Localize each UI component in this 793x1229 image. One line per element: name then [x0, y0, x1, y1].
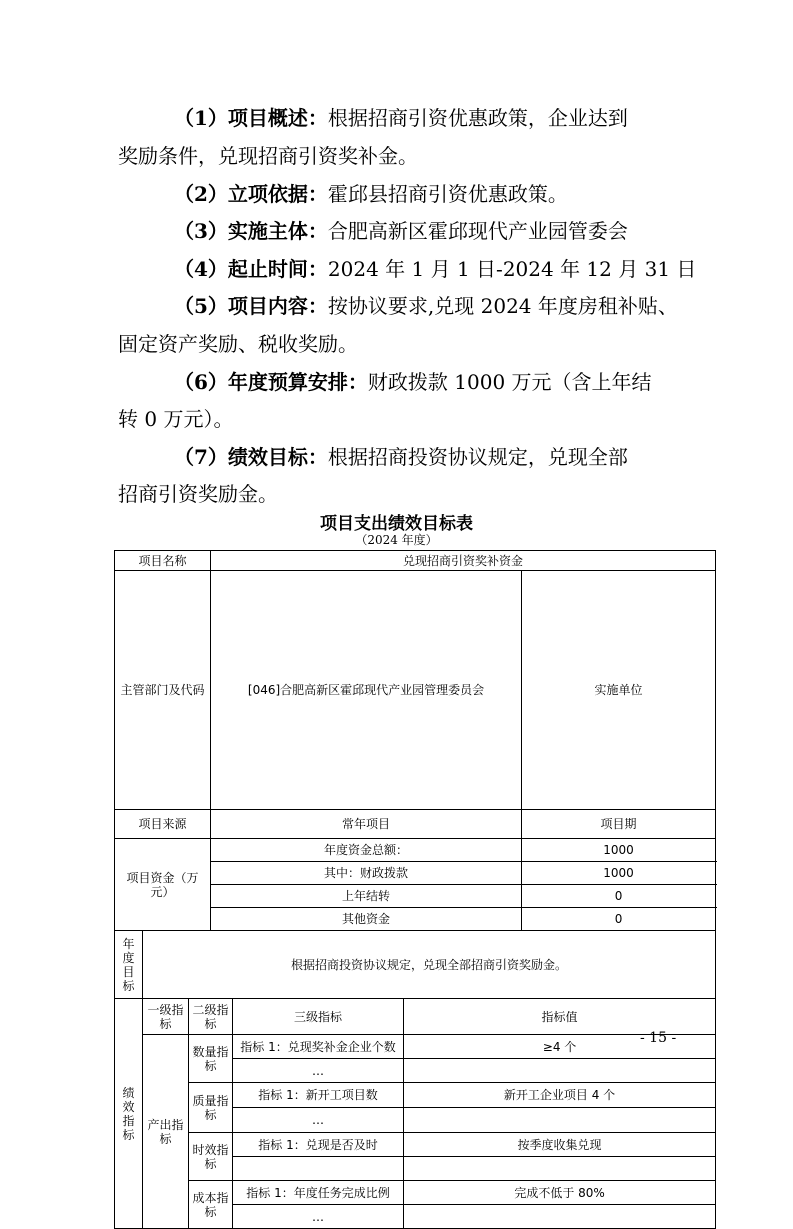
- paragraph-goal: [118, 447, 678, 467]
- level2-quality: 质量指标: [189, 1083, 233, 1133]
- table-title: 项目支出绩效目标表: [320, 514, 473, 534]
- indicator-quantity-2: …: [233, 1059, 404, 1083]
- indicator-quality-2: …: [233, 1108, 404, 1133]
- content-line-2: 固定资产奖励、税收奖励。: [118, 332, 358, 356]
- table-row: [115, 571, 716, 810]
- fund-carryover-value: 0: [522, 885, 716, 908]
- goal-label: （7）绩效目标：: [174, 445, 328, 469]
- fund-total-value: 1000: [522, 839, 716, 862]
- project-name-value: 兑现招商引资奖补资金: [211, 551, 716, 571]
- value-header: 指标值: [404, 999, 716, 1035]
- table-row: [115, 1181, 716, 1205]
- period-table-label: 项目期: [522, 810, 716, 839]
- project-name-label: 项目名称: [115, 551, 211, 571]
- value-cost-1: 完成不低于 80%: [404, 1181, 716, 1205]
- budget-line-1: 财政拨款 1000 万元（含上年结: [367, 370, 652, 394]
- annual-goal-label: 年度目标: [115, 931, 143, 999]
- paragraph-period: [118, 257, 697, 281]
- paragraph-budget: [118, 372, 678, 392]
- indicator-quantity-1: 指标 1：兑现奖补金企业个数: [233, 1035, 404, 1059]
- paragraph-content: [118, 296, 678, 316]
- level2-quantity: 数量指标: [189, 1035, 233, 1083]
- indicator-cost-1: 指标 1：年度任务完成比例: [233, 1181, 404, 1205]
- source-label: 项目来源: [115, 810, 211, 839]
- fund-carryover-label: 上年结转: [211, 885, 522, 908]
- funds-label: 项目资金（万元）: [115, 839, 211, 931]
- budget-line-2: 转 0 万元）。: [118, 407, 234, 431]
- table-row: [115, 1083, 716, 1108]
- table-row: [115, 839, 716, 862]
- level1-output: 产出指标: [143, 1035, 189, 1229]
- table-row: [115, 1035, 716, 1059]
- table-row: [115, 999, 716, 1035]
- basis-text: 霍邱县招商引资优惠政策。: [327, 182, 568, 206]
- indicator-timeliness-1: 指标 1：兑现是否及时: [233, 1133, 404, 1157]
- table-row: [115, 931, 716, 999]
- page-number: - 15 -: [640, 1030, 677, 1046]
- indicator-cost-2: …: [233, 1205, 404, 1229]
- value-cost-2: [404, 1205, 716, 1229]
- level2-timeliness: 时效指标: [189, 1133, 233, 1181]
- level3-header: 三级指标: [233, 999, 404, 1035]
- level2-header: 二级指标: [189, 999, 233, 1035]
- overview-label: （1）项目概述：: [174, 106, 328, 130]
- value-quantity-2: [404, 1059, 716, 1083]
- goal-line-1: 根据招商投资协议规定，兑现全部: [327, 445, 628, 469]
- value-quantity-1: ≥4 个: [404, 1035, 716, 1059]
- fund-other-value: 0: [522, 908, 716, 931]
- overview-line-1: 根据招商引资优惠政策，企业达到: [327, 106, 628, 130]
- period-label: （4）起止时间：: [174, 257, 328, 281]
- table-row: [115, 1133, 716, 1157]
- paragraph-overview: [118, 108, 678, 128]
- content-label: （5）项目内容：: [174, 294, 328, 318]
- value-quality-1: 新开工企业项目 4 个: [404, 1083, 716, 1108]
- annual-goal-text: 根据招商投资协议规定，兑现全部招商引资奖励金。: [143, 931, 716, 999]
- table-row: [115, 551, 716, 571]
- paragraph-implementer: [118, 221, 678, 241]
- implementer-label: （3）实施主体：: [174, 219, 328, 243]
- paragraph-basis: [118, 184, 678, 204]
- basis-label: （2）立项依据：: [174, 182, 328, 206]
- dept-value: [046]合肥高新区霍邱现代产业园管理委员会: [211, 571, 522, 810]
- performance-target-table: [114, 550, 716, 1229]
- value-timeliness-2: [404, 1157, 716, 1181]
- value-timeliness-1: 按季度收集兑现: [404, 1133, 716, 1157]
- value-quality-2: [404, 1108, 716, 1133]
- table-row: [115, 810, 716, 839]
- level1-header: 一级指标: [143, 999, 189, 1035]
- source-value: 常年项目: [211, 810, 522, 839]
- goal-line-2: 招商引资奖励金。: [118, 482, 278, 506]
- indicator-quality-1: 指标 1：新开工项目数: [233, 1083, 404, 1108]
- performance-indicators-label: 绩效指标: [115, 999, 143, 1229]
- overview-line-2: 奖励条件，兑现招商引资奖补金。: [118, 144, 418, 168]
- implementer-text: 合肥高新区霍邱现代产业园管委会: [327, 219, 628, 243]
- fund-fiscal-label: 其中：财政拨款: [211, 862, 522, 885]
- fund-total-label: 年度资金总额：: [211, 839, 522, 862]
- dept-label: 主管部门及代码: [115, 571, 211, 810]
- fund-fiscal-value: 1000: [522, 862, 716, 885]
- period-text: 2024 年 1 月 1 日-2024 年 12 月 31 日: [327, 257, 697, 281]
- fund-other-label: 其他资金: [211, 908, 522, 931]
- indicator-timeliness-2: [233, 1157, 404, 1181]
- level2-cost: 成本指标: [189, 1181, 233, 1229]
- budget-label: （6）年度预算安排：: [174, 370, 368, 394]
- impl-label: 实施单位: [522, 571, 716, 810]
- content-line-1: 按协议要求,兑现 2024 年度房租补贴、: [327, 294, 678, 318]
- table-subtitle: （2024 年度）: [355, 533, 438, 547]
